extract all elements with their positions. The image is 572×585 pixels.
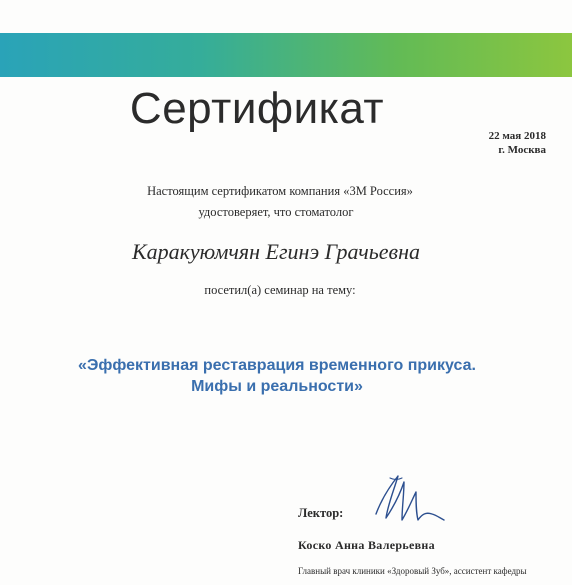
certificate-city: г. Москва	[498, 144, 546, 156]
intro-line-2: удостоверяет, что стоматолог	[198, 205, 354, 219]
seminar-topic-line-2: Мифы и реальности»	[191, 378, 363, 395]
lector-signature	[368, 468, 448, 530]
header-color-band	[0, 33, 572, 77]
recipient-name: Каракуюмчян Егинэ Грачьевна	[132, 239, 420, 264]
certificate-title: Сертификат	[129, 84, 385, 133]
lector-name: Коско Анна Валерьевна	[298, 538, 435, 552]
intro-line-1: Настоящим сертификатом компания «3М Россия»	[147, 184, 413, 198]
certificate-date: 22 мая 2018	[488, 130, 546, 142]
seminar-topic-line-1: «Эффективная реставрация временного прикуса.	[78, 357, 476, 374]
lector-position: Главный врач клиники «Здоровый Зуб», ассистент кафедры	[298, 566, 527, 576]
lector-label: Лектор:	[298, 506, 344, 520]
attended-line: посетил(а) семинар на тему:	[204, 283, 356, 297]
